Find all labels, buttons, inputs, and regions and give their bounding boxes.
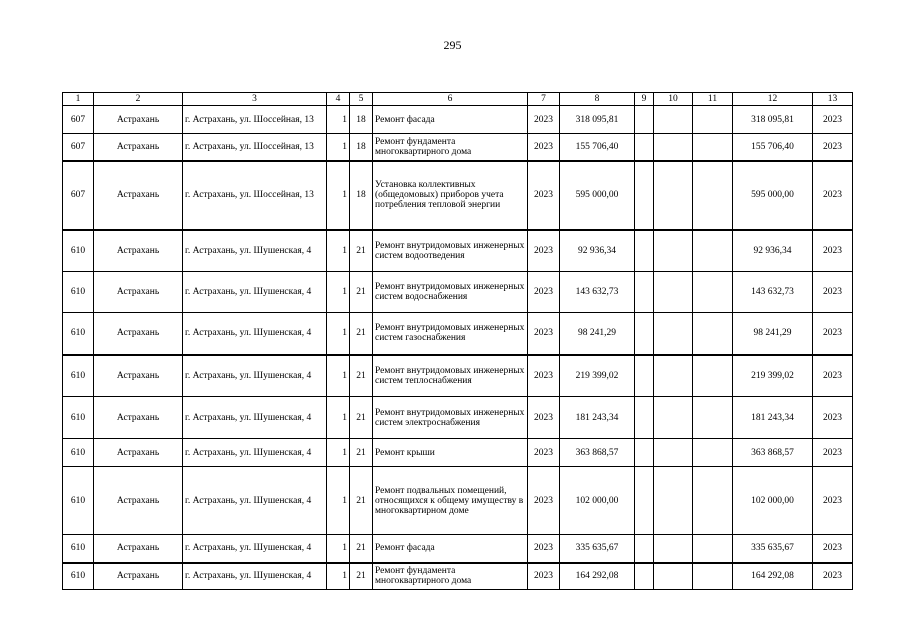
col5-cell: 21 bbox=[350, 397, 373, 439]
year-cell: 2023 bbox=[528, 467, 560, 535]
cost-cell: 335 635,67 bbox=[560, 535, 635, 563]
city-cell: Астрахань bbox=[94, 161, 183, 230]
cost-cell: 595 000,00 bbox=[560, 161, 635, 230]
col11-cell bbox=[693, 355, 733, 397]
year-cell: 2023 bbox=[528, 134, 560, 161]
col5-cell: 21 bbox=[350, 535, 373, 563]
house-number-cell: 610 bbox=[63, 397, 94, 439]
col5-cell: 21 bbox=[350, 272, 373, 313]
end-year-cell: 2023 bbox=[813, 535, 853, 563]
total-cost-cell: 595 000,00 bbox=[733, 161, 813, 230]
address-cell: г. Астрахань, ул. Шушенская, 4 bbox=[183, 563, 327, 590]
col5-cell: 18 bbox=[350, 106, 373, 134]
col5-cell: 21 bbox=[350, 563, 373, 590]
col5-cell: 21 bbox=[350, 230, 373, 272]
end-year-cell: 2023 bbox=[813, 355, 853, 397]
cost-cell: 181 243,34 bbox=[560, 397, 635, 439]
city-cell: Астрахань bbox=[94, 230, 183, 272]
house-number-cell: 610 bbox=[63, 535, 94, 563]
column-header: 6 bbox=[373, 93, 528, 106]
col10-cell bbox=[654, 161, 693, 230]
col9-cell bbox=[635, 134, 654, 161]
column-number-row bbox=[63, 93, 853, 106]
work-type-cell: Установка коллективных (общедомовых) приборов учета потребления тепловой энергии bbox=[373, 161, 528, 230]
house-number-cell: 610 bbox=[63, 272, 94, 313]
total-cost-cell: 92 936,34 bbox=[733, 230, 813, 272]
total-cost-cell: 335 635,67 bbox=[733, 535, 813, 563]
col10-cell bbox=[654, 106, 693, 134]
cost-cell: 98 241,29 bbox=[560, 313, 635, 355]
total-cost-cell: 155 706,40 bbox=[733, 134, 813, 161]
table-row bbox=[63, 161, 853, 230]
column-header: 7 bbox=[528, 93, 560, 106]
work-type-cell: Ремонт фундамента многоквартирного дома bbox=[373, 563, 528, 590]
year-cell: 2023 bbox=[528, 161, 560, 230]
address-cell: г. Астрахань, ул. Шушенская, 4 bbox=[183, 272, 327, 313]
year-cell: 2023 bbox=[528, 313, 560, 355]
table-row bbox=[63, 535, 853, 563]
end-year-cell: 2023 bbox=[813, 106, 853, 134]
column-header: 2 bbox=[94, 93, 183, 106]
page-number: 295 bbox=[443, 38, 462, 52]
column-header: 4 bbox=[327, 93, 350, 106]
col4-cell: 1 bbox=[327, 439, 350, 467]
column-header: 5 bbox=[350, 93, 373, 106]
table-row bbox=[63, 230, 853, 272]
col11-cell bbox=[693, 161, 733, 230]
year-cell: 2023 bbox=[528, 439, 560, 467]
col10-cell bbox=[654, 439, 693, 467]
col5-cell: 21 bbox=[350, 355, 373, 397]
end-year-cell: 2023 bbox=[813, 467, 853, 535]
col9-cell bbox=[635, 535, 654, 563]
col9-cell bbox=[635, 161, 654, 230]
work-type-cell: Ремонт внутридомовых инженерных систем теплоснабжения bbox=[373, 355, 528, 397]
col10-cell bbox=[654, 134, 693, 161]
house-number-cell: 610 bbox=[63, 230, 94, 272]
year-cell: 2023 bbox=[528, 230, 560, 272]
col4-cell: 1 bbox=[327, 134, 350, 161]
year-cell: 2023 bbox=[528, 106, 560, 134]
house-number-cell: 610 bbox=[63, 467, 94, 535]
col5-cell: 21 bbox=[350, 313, 373, 355]
col4-cell: 1 bbox=[327, 563, 350, 590]
col11-cell bbox=[693, 272, 733, 313]
column-header: 12 bbox=[733, 93, 813, 106]
end-year-cell: 2023 bbox=[813, 439, 853, 467]
end-year-cell: 2023 bbox=[813, 397, 853, 439]
city-cell: Астрахань bbox=[94, 397, 183, 439]
house-number-cell: 610 bbox=[63, 439, 94, 467]
col9-cell bbox=[635, 230, 654, 272]
total-cost-cell: 181 243,34 bbox=[733, 397, 813, 439]
city-cell: Астрахань bbox=[94, 313, 183, 355]
col9-cell bbox=[635, 397, 654, 439]
col5-cell: 21 bbox=[350, 467, 373, 535]
address-cell: г. Астрахань, ул. Шушенская, 4 bbox=[183, 313, 327, 355]
col10-cell bbox=[654, 230, 693, 272]
col4-cell: 1 bbox=[327, 355, 350, 397]
city-cell: Астрахань bbox=[94, 272, 183, 313]
col10-cell bbox=[654, 355, 693, 397]
col11-cell bbox=[693, 313, 733, 355]
col9-cell bbox=[635, 439, 654, 467]
end-year-cell: 2023 bbox=[813, 230, 853, 272]
column-header: 1 bbox=[63, 93, 94, 106]
city-cell: Астрахань bbox=[94, 439, 183, 467]
house-number-cell: 607 bbox=[63, 161, 94, 230]
city-cell: Астрахань bbox=[94, 535, 183, 563]
cost-cell: 219 399,02 bbox=[560, 355, 635, 397]
address-cell: г. Астрахань, ул. Шоссейная, 13 bbox=[183, 134, 327, 161]
table-row bbox=[63, 134, 853, 161]
table-row bbox=[63, 313, 853, 355]
col4-cell: 1 bbox=[327, 161, 350, 230]
cost-cell: 155 706,40 bbox=[560, 134, 635, 161]
column-header: 8 bbox=[560, 93, 635, 106]
col4-cell: 1 bbox=[327, 313, 350, 355]
work-type-cell: Ремонт внутридомовых инженерных систем водоотведения bbox=[373, 230, 528, 272]
end-year-cell: 2023 bbox=[813, 134, 853, 161]
table-row bbox=[63, 467, 853, 535]
total-cost-cell: 363 868,57 bbox=[733, 439, 813, 467]
repair-plan-table bbox=[62, 92, 853, 590]
col5-cell: 18 bbox=[350, 161, 373, 230]
col4-cell: 1 bbox=[327, 467, 350, 535]
city-cell: Астрахань bbox=[94, 467, 183, 535]
address-cell: г. Астрахань, ул. Шоссейная, 13 bbox=[183, 161, 327, 230]
work-type-cell: Ремонт внутридомовых инженерных систем газоснабжения bbox=[373, 313, 528, 355]
col4-cell: 1 bbox=[327, 397, 350, 439]
col10-cell bbox=[654, 535, 693, 563]
city-cell: Астрахань bbox=[94, 563, 183, 590]
col4-cell: 1 bbox=[327, 535, 350, 563]
col10-cell bbox=[654, 313, 693, 355]
col4-cell: 1 bbox=[327, 230, 350, 272]
col9-cell bbox=[635, 272, 654, 313]
col10-cell bbox=[654, 563, 693, 590]
total-cost-cell: 318 095,81 bbox=[733, 106, 813, 134]
year-cell: 2023 bbox=[528, 397, 560, 439]
col10-cell bbox=[654, 397, 693, 439]
column-header: 9 bbox=[635, 93, 654, 106]
col11-cell bbox=[693, 535, 733, 563]
table-row bbox=[63, 272, 853, 313]
end-year-cell: 2023 bbox=[813, 272, 853, 313]
col5-cell: 21 bbox=[350, 439, 373, 467]
col11-cell bbox=[693, 397, 733, 439]
address-cell: г. Астрахань, ул. Шушенская, 4 bbox=[183, 397, 327, 439]
address-cell: г. Астрахань, ул. Шоссейная, 13 bbox=[183, 106, 327, 134]
cost-cell: 102 000,00 bbox=[560, 467, 635, 535]
col10-cell bbox=[654, 467, 693, 535]
col9-cell bbox=[635, 355, 654, 397]
col4-cell: 1 bbox=[327, 272, 350, 313]
cost-cell: 318 095,81 bbox=[560, 106, 635, 134]
col9-cell bbox=[635, 467, 654, 535]
col11-cell bbox=[693, 439, 733, 467]
work-type-cell: Ремонт фасада bbox=[373, 535, 528, 563]
col11-cell bbox=[693, 467, 733, 535]
work-type-cell: Ремонт подвальных помещений, относящихся к общему имуществу в многоквартирном доме bbox=[373, 467, 528, 535]
work-type-cell: Ремонт фундамента многоквартирного дома bbox=[373, 134, 528, 161]
table-row bbox=[63, 106, 853, 134]
work-type-cell: Ремонт крыши bbox=[373, 439, 528, 467]
house-number-cell: 607 bbox=[63, 106, 94, 134]
col4-cell: 1 bbox=[327, 106, 350, 134]
table-row bbox=[63, 355, 853, 397]
col11-cell bbox=[693, 134, 733, 161]
year-cell: 2023 bbox=[528, 355, 560, 397]
total-cost-cell: 219 399,02 bbox=[733, 355, 813, 397]
house-number-cell: 610 bbox=[63, 355, 94, 397]
cost-cell: 143 632,73 bbox=[560, 272, 635, 313]
col11-cell bbox=[693, 563, 733, 590]
column-header: 13 bbox=[813, 93, 853, 106]
column-header: 3 bbox=[183, 93, 327, 106]
work-type-cell: Ремонт внутридомовых инженерных систем водоснабжения bbox=[373, 272, 528, 313]
city-cell: Астрахань bbox=[94, 355, 183, 397]
col9-cell bbox=[635, 563, 654, 590]
year-cell: 2023 bbox=[528, 563, 560, 590]
cost-cell: 363 868,57 bbox=[560, 439, 635, 467]
year-cell: 2023 bbox=[528, 535, 560, 563]
total-cost-cell: 143 632,73 bbox=[733, 272, 813, 313]
house-number-cell: 610 bbox=[63, 563, 94, 590]
address-cell: г. Астрахань, ул. Шушенская, 4 bbox=[183, 230, 327, 272]
total-cost-cell: 164 292,08 bbox=[733, 563, 813, 590]
end-year-cell: 2023 bbox=[813, 161, 853, 230]
address-cell: г. Астрахань, ул. Шушенская, 4 bbox=[183, 439, 327, 467]
column-header: 11 bbox=[693, 93, 733, 106]
address-cell: г. Астрахань, ул. Шушенская, 4 bbox=[183, 355, 327, 397]
cost-cell: 164 292,08 bbox=[560, 563, 635, 590]
col9-cell bbox=[635, 106, 654, 134]
address-cell: г. Астрахань, ул. Шушенская, 4 bbox=[183, 535, 327, 563]
column-header: 10 bbox=[654, 93, 693, 106]
total-cost-cell: 98 241,29 bbox=[733, 313, 813, 355]
work-type-cell: Ремонт фасада bbox=[373, 106, 528, 134]
end-year-cell: 2023 bbox=[813, 563, 853, 590]
year-cell: 2023 bbox=[528, 272, 560, 313]
city-cell: Астрахань bbox=[94, 134, 183, 161]
cost-cell: 92 936,34 bbox=[560, 230, 635, 272]
col11-cell bbox=[693, 230, 733, 272]
city-cell: Астрахань bbox=[94, 106, 183, 134]
table-row bbox=[63, 563, 853, 590]
table-row bbox=[63, 397, 853, 439]
col5-cell: 18 bbox=[350, 134, 373, 161]
house-number-cell: 607 bbox=[63, 134, 94, 161]
col11-cell bbox=[693, 106, 733, 134]
address-cell: г. Астрахань, ул. Шушенская, 4 bbox=[183, 467, 327, 535]
col10-cell bbox=[654, 272, 693, 313]
total-cost-cell: 102 000,00 bbox=[733, 467, 813, 535]
table-row bbox=[63, 439, 853, 467]
end-year-cell: 2023 bbox=[813, 313, 853, 355]
house-number-cell: 610 bbox=[63, 313, 94, 355]
work-type-cell: Ремонт внутридомовых инженерных систем электроснабжения bbox=[373, 397, 528, 439]
col9-cell bbox=[635, 313, 654, 355]
